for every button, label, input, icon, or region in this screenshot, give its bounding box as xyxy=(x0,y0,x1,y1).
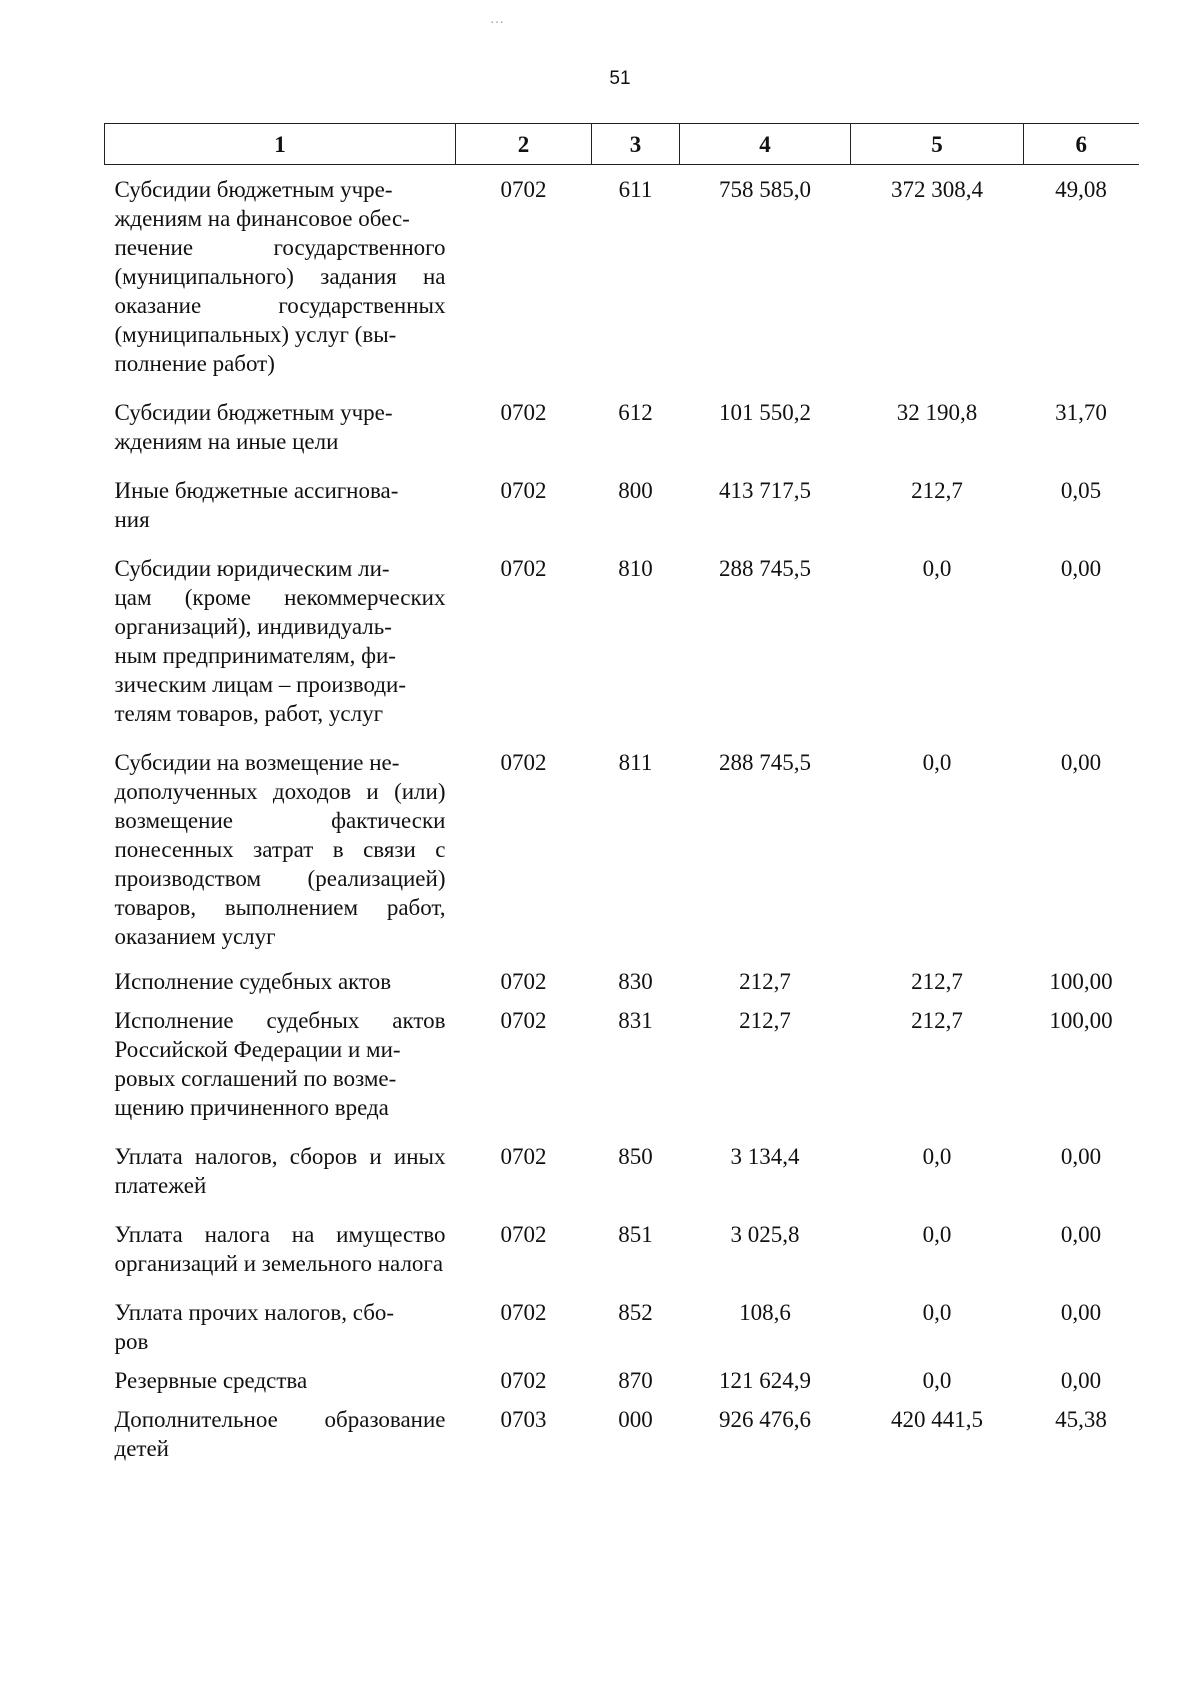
table-row xyxy=(105,1278,1139,1356)
row-expense-code: 831 xyxy=(618,1008,653,1033)
row-name: Исполнение судебных актов Российской Федерации и ми- ровых соглашений по возме- щению причиненного вреда xyxy=(114,1008,446,1120)
row-name: Уплата налогов, сборов и иных платежей xyxy=(114,1144,446,1198)
table-header xyxy=(105,124,1139,165)
row-name: Дополнительное образование детей xyxy=(114,1407,446,1461)
row-section-code: 0702 xyxy=(500,750,547,775)
row-plan-amount: 101 550,2 xyxy=(719,400,811,425)
row-name: Субсидии на возмещение не- дополученных доходов и (или) возмещение фактически понесенных затрат в связи с производством (реализацией) товаров, выполнением работ, оказанием услуг xyxy=(114,750,446,949)
row-section-code: 0703 xyxy=(500,1407,547,1432)
row-percent: 45,38 xyxy=(1055,1407,1107,1432)
table-row xyxy=(105,1122,1139,1200)
page-number: 51 xyxy=(609,68,631,89)
row-expense-code: 830 xyxy=(618,969,653,994)
row-section-code: 0702 xyxy=(500,556,547,581)
row-fact-amount: 0,0 xyxy=(922,1300,952,1325)
row-plan-amount: 212,7 xyxy=(739,1008,791,1033)
table-row xyxy=(105,534,1139,728)
row-name: Субсидии юридическим ли- цам (кроме некоммерческих организаций), индивидуаль- ным предпринимателям, фи- зическим лицам – производи- телям товаров, работ, услуг xyxy=(114,556,446,726)
row-fact-amount: 0,0 xyxy=(922,1368,952,1393)
row-plan-amount: 108,6 xyxy=(739,1300,791,1325)
row-percent: 0,05 xyxy=(1060,478,1102,503)
table-row xyxy=(105,1395,1139,1463)
row-percent: 31,70 xyxy=(1055,400,1107,425)
row-name: Иные бюджетные ассигнова- ния xyxy=(114,478,399,532)
table-row xyxy=(105,728,1139,951)
table-row xyxy=(105,1356,1139,1395)
row-percent: 0,00 xyxy=(1060,1144,1102,1169)
table-body xyxy=(105,165,1139,1464)
row-name: Исполнение судебных актов xyxy=(114,969,392,994)
row-section-code: 0702 xyxy=(500,1368,547,1393)
row-fact-amount: 0,0 xyxy=(922,1222,952,1247)
row-percent: 0,00 xyxy=(1060,556,1102,581)
row-section-code: 0702 xyxy=(500,177,547,202)
row-section-code: 0702 xyxy=(500,1300,547,1325)
column-header-4: 4 xyxy=(680,124,851,165)
column-header-6: 6 xyxy=(1024,124,1139,165)
table-row xyxy=(105,378,1139,456)
row-name: Уплата прочих налогов, сбо- ров xyxy=(114,1300,395,1354)
column-header-3: 3 xyxy=(592,124,680,165)
row-percent: 100,00 xyxy=(1049,969,1113,994)
row-name: Уплата налога на имущество организаций и земельного налога xyxy=(114,1222,446,1276)
row-plan-amount: 758 585,0 xyxy=(719,177,811,202)
row-percent: 0,00 xyxy=(1060,1222,1102,1247)
table-row xyxy=(105,1200,1139,1278)
row-fact-amount: 0,0 xyxy=(922,750,952,775)
row-fact-amount: 0,0 xyxy=(922,1144,952,1169)
row-fact-amount: 212,7 xyxy=(911,1008,963,1033)
row-plan-amount: 413 717,5 xyxy=(719,478,811,503)
table-row xyxy=(105,165,1139,379)
row-section-code: 0702 xyxy=(500,1144,547,1169)
row-percent: 100,00 xyxy=(1049,1008,1113,1033)
row-plan-amount: 121 624,9 xyxy=(719,1368,811,1393)
column-header-1: 1 xyxy=(105,124,456,165)
table-row xyxy=(105,456,1139,534)
row-plan-amount: 288 745,5 xyxy=(719,556,811,581)
row-expense-code: 810 xyxy=(618,556,653,581)
row-plan-amount: 3 025,8 xyxy=(730,1222,800,1247)
row-name: Субсидии бюджетным учре- ждениям на иные цели xyxy=(114,400,393,454)
row-plan-amount: 3 134,4 xyxy=(730,1144,800,1169)
row-fact-amount: 212,7 xyxy=(911,478,963,503)
row-fact-amount: 0,0 xyxy=(922,556,952,581)
row-expense-code: 811 xyxy=(618,750,653,775)
row-section-code: 0702 xyxy=(500,1222,547,1247)
row-plan-amount: 288 745,5 xyxy=(719,750,811,775)
column-header-5: 5 xyxy=(851,124,1024,165)
row-expense-code: 612 xyxy=(618,400,653,425)
row-expense-code: 852 xyxy=(618,1300,653,1325)
row-plan-amount: 926 476,6 xyxy=(719,1407,811,1432)
row-section-code: 0702 xyxy=(500,1008,547,1033)
row-fact-amount: 420 441,5 xyxy=(891,1407,983,1432)
row-section-code: 0702 xyxy=(500,969,547,994)
budget-table xyxy=(104,123,1139,1463)
row-section-code: 0702 xyxy=(500,478,547,503)
row-fact-amount: 372 308,4 xyxy=(891,177,983,202)
row-expense-code: 000 xyxy=(618,1407,653,1432)
scan-artifact: … xyxy=(490,12,506,27)
row-percent: 0,00 xyxy=(1060,1368,1102,1393)
row-expense-code: 611 xyxy=(618,177,653,202)
row-expense-code: 850 xyxy=(618,1144,653,1169)
row-expense-code: 851 xyxy=(618,1222,653,1247)
column-header-2: 2 xyxy=(456,124,592,165)
row-expense-code: 870 xyxy=(618,1368,653,1393)
row-fact-amount: 32 190,8 xyxy=(896,400,978,425)
row-fact-amount: 212,7 xyxy=(911,969,963,994)
row-expense-code: 800 xyxy=(618,478,653,503)
row-name: Резервные средства xyxy=(114,1368,308,1393)
table-row xyxy=(105,951,1139,996)
row-percent: 49,08 xyxy=(1055,177,1107,202)
row-plan-amount: 212,7 xyxy=(739,969,791,994)
row-percent: 0,00 xyxy=(1060,1300,1102,1325)
row-section-code: 0702 xyxy=(500,400,547,425)
table-row xyxy=(105,996,1139,1122)
row-percent: 0,00 xyxy=(1060,750,1102,775)
row-name: Субсидии бюджетным учре- ждениям на финансовое обес- печение государственного (муниципального) задания на оказание государственных (муниципальных) услуг (вы- полнение работ) xyxy=(114,177,446,376)
